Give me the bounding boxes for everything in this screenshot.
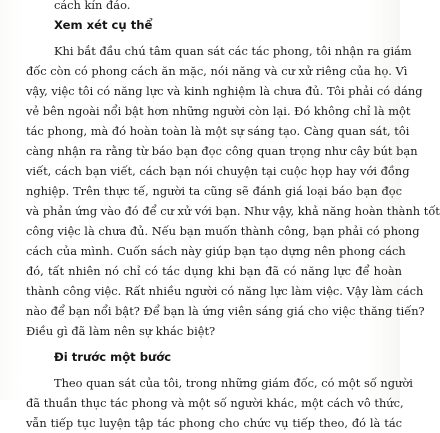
paragraph-line: vậy, việc tôi có năng lực và kinh nghiệm là chưa đủ. Tôi phải có dáng bbox=[26, 84, 423, 98]
paragraph-line: vẫn tiếp tục luyện tập tác phong cho chức vụ tiếp theo, đó là tác bbox=[26, 416, 402, 430]
section-heading-di-truoc-mot-buoc: Đi trước một bước bbox=[54, 350, 172, 364]
paragraph-line: vẻ bên ngoài nổi bật hơn những người còn lại. Đó không chỉ là một bbox=[26, 104, 411, 118]
paragraph-line: thành công việc. Rất nhiều người có năng lực làm việc. Vậy làm cách bbox=[26, 284, 424, 298]
paragraph-line: viết, cách bạn viết, cách bạn nói chuyện tại cuộc họp hay với đồng bbox=[26, 164, 410, 178]
paragraph-line: cách của mình. Cuốn sách này giúp bạn tạo dựng nên phong cách bbox=[26, 244, 406, 258]
section-heading-xem-xet-cu-the: Xem xét cụ thể bbox=[54, 18, 153, 32]
paragraph-line: càng nhận ra rằng từ báo bạn đọc công quan trọng như cây bút bạn bbox=[26, 144, 418, 158]
paragraph-line: Theo quan sát của tôi, trong những giám đốc, có một số người bbox=[54, 376, 413, 390]
paragraph-line: đó, tất nhiên nó chỉ có tác dụng khi bạn đã có năng lực để hoàn bbox=[26, 264, 402, 278]
paragraph-line: tác phong, mà đó hoàn toàn là một sự sáng tạo. Càng quan sát, tôi bbox=[26, 124, 410, 138]
paragraph-line: Khi bắt đầu chú tâm quan sát các tác phong, tôi nhận ra giám bbox=[54, 44, 412, 58]
paragraph-line: công việc là chưa đủ. Nếu bạn muốn thành công, bạn phải có phong bbox=[26, 224, 420, 238]
paragraph-line: nghiệp. Trên thực tế, người ta cũng sẽ đánh giá loại báo bạn đọc bbox=[26, 184, 402, 198]
paragraph-line: và phản ứng vào đó để cư xử với bạn. Như vậy, khả năng hoàn thành tốt bbox=[26, 204, 440, 218]
paragraph-line: đốc còn có phong cách ăn mặc, nói năng và cư xử riêng của họ. Vì bbox=[26, 64, 408, 78]
previous-paragraph-ending: cách kín đáo. bbox=[54, 0, 131, 12]
paragraph-line: nào để bạn nổi bật? Để bạn là ứng viên sáng giá cho việc thăng tiến? bbox=[26, 304, 425, 318]
paragraph-line-last: Điều gì đã làm nên sự khác biệt? bbox=[26, 324, 216, 338]
paragraph-line: đã thuần thục tác phong và một số người khác, một cách vô thức, bbox=[26, 396, 404, 410]
